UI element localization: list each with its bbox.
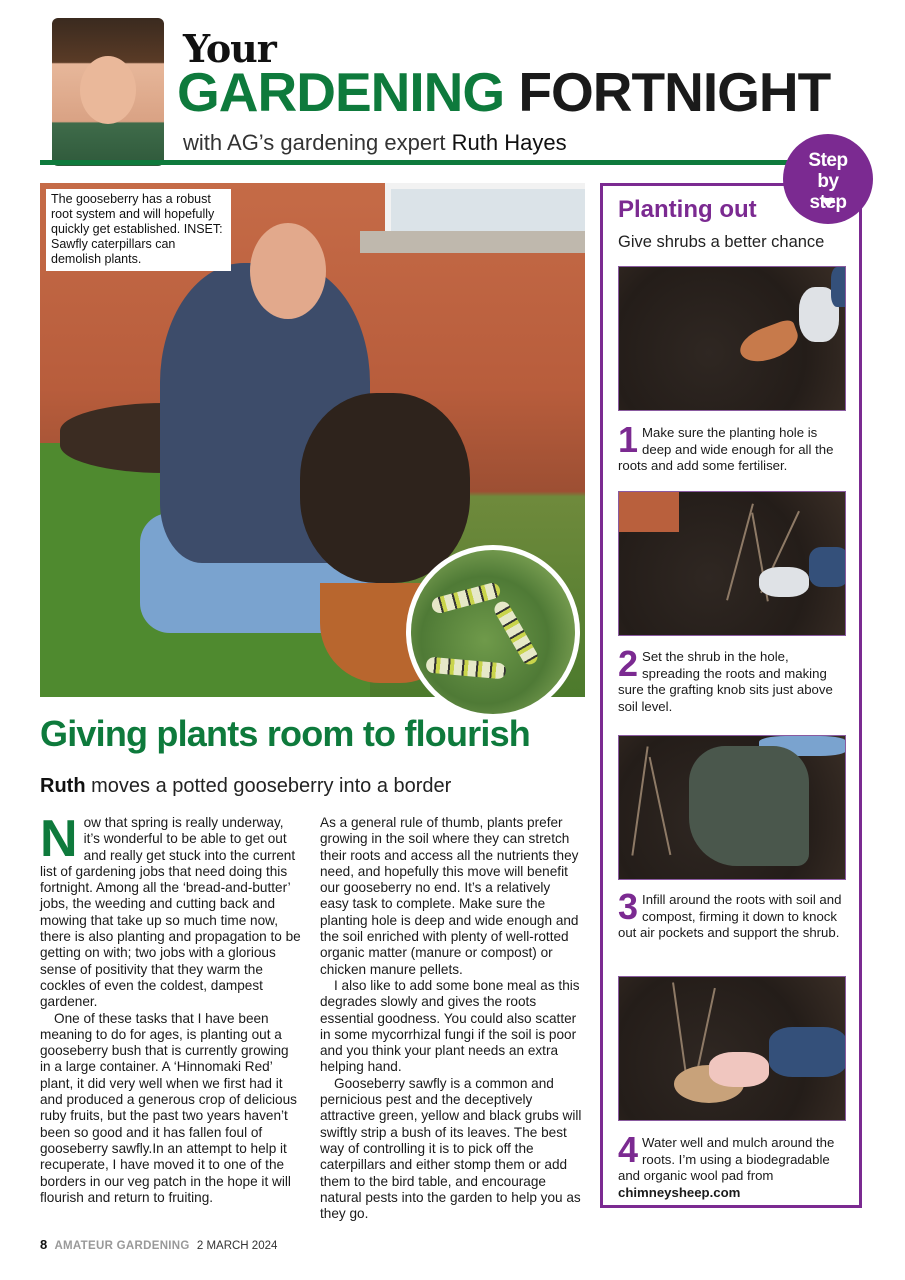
step-4 (618, 1129, 850, 1201)
paragraph: Now that spring is really underway, it’s wonderful to be able to get out and really get stuck into the current list of gardening jobs that need doing this fortnight. Among all the ‘bread-and-butter’ jobs, the weeding and cutting back and mowing that take up so much time now, there is also planting and propagation to be getting on with; two jobs with a glorious sense of positivity that they warm the cockles of even the coldest, dampest gardener. (40, 810, 301, 1010)
step-title: Planting out (618, 196, 757, 223)
step-text: Make sure the planting hole is deep and wide enough for all the roots and add some fertiliser. (618, 425, 834, 473)
title-gardening: GARDENING (177, 61, 505, 123)
byline-prefix: with AG’s gardening expert (183, 130, 446, 155)
paragraph: One of these tasks that I have been meaning to do for ages, is planting out a gooseberry bush that is currently growing in a large container. A ‘Hinnomaki Red’ plant, it did very well when we first had it and produced a generous crop of delicious ruby fruits, but the past two years haven’t been so good and it has fallen foul of gooseberry sawfly.In an attempt to help it recuperate, I have moved it to one of the borders in our veg patch in the hope it will flourish and return to fruiting. (40, 1010, 297, 1205)
step-2-photo (618, 491, 846, 636)
step-1-photo (618, 266, 846, 411)
step-text: Infill around the roots with soil and compost, firming it down to knock out air pockets and support the shrub. (618, 892, 842, 940)
byline (183, 130, 567, 156)
author-photo (52, 18, 164, 166)
magazine-name: AMATEUR GARDENING (54, 1240, 190, 1252)
paragraph: As a general rule of thumb, plants prefer growing in the soil where they can stretch their roots and access all the nutrients they need, and hopefully this move will benefit our gooseberry no end. It’s a relatively easy task to complete. Make sure the planting hole is deep and wide enough and the soil enriched with plenty of well-rotted organic matter (manure or compost) or chicken manure pellets. (320, 815, 579, 977)
badge-label: Step by step (808, 150, 848, 213)
photo-caption: The gooseberry has a robust root system and will hopefully quickly get established. INSET: Sawfly caterpillars can demolish plants. (46, 189, 231, 271)
header-rule (40, 160, 830, 165)
title-your: Your (183, 26, 276, 71)
step-subtitle: Give shrubs a better chance (618, 233, 825, 251)
step-text: Set the shrub in the hole, spreading the roots and making sure the grafting knob sits just above soil level. (618, 649, 833, 714)
article-column-2 (320, 815, 582, 1222)
footer (40, 1237, 277, 1252)
title-fortnight: FORTNIGHT (518, 61, 831, 123)
byline-author: Ruth Hayes (451, 130, 567, 155)
arrow-down-icon (821, 198, 835, 208)
step-3-photo (618, 735, 846, 880)
page-number: 8 (40, 1237, 48, 1252)
step-text: Water well and mulch around the roots. I’m using a biodegradable and organic wool pad from (618, 1135, 835, 1183)
step-4-photo (618, 976, 846, 1121)
step-by-step-badge (783, 134, 873, 224)
standfirst-text: moves a potted gooseberry into a border (91, 775, 452, 797)
paragraph: Gooseberry sawfly is a common and pernicious pest and the deceptively attractive green, yellow and black grubs will swiftly strip a bush of its leaves. The best way of controlling it is to pick off the caterpillars and either stomp them or add them to the bird table, and encourage natural pests into the garden to help you as they go. (320, 1075, 582, 1222)
paragraph: I also like to add some bone meal as this degrades slowly and gives the roots essential goodness. You could also scatter in some mycorrhizal fungi if the soil is poor and you think your plant needs an extra helping hand. (320, 977, 580, 1075)
step-number: 2 (618, 643, 639, 684)
standfirst-name: Ruth (40, 775, 86, 797)
standfirst (40, 775, 451, 798)
inset-caterpillar-photo (406, 545, 580, 719)
article-headline: Giving plants room to flourish (40, 713, 531, 754)
step-number: 1 (618, 419, 639, 460)
step-1 (618, 419, 850, 475)
step-number: 4 (618, 1129, 639, 1170)
step-number: 3 (618, 886, 639, 927)
drop-cap: N (40, 810, 78, 868)
step-3 (618, 886, 850, 942)
article-column-1 (40, 810, 302, 1206)
issue-date: 2 MARCH 2024 (196, 1240, 278, 1252)
step-2 (618, 643, 850, 715)
page-title (177, 62, 830, 122)
supplier-link[interactable]: chimneysheep.com (618, 1184, 741, 1200)
